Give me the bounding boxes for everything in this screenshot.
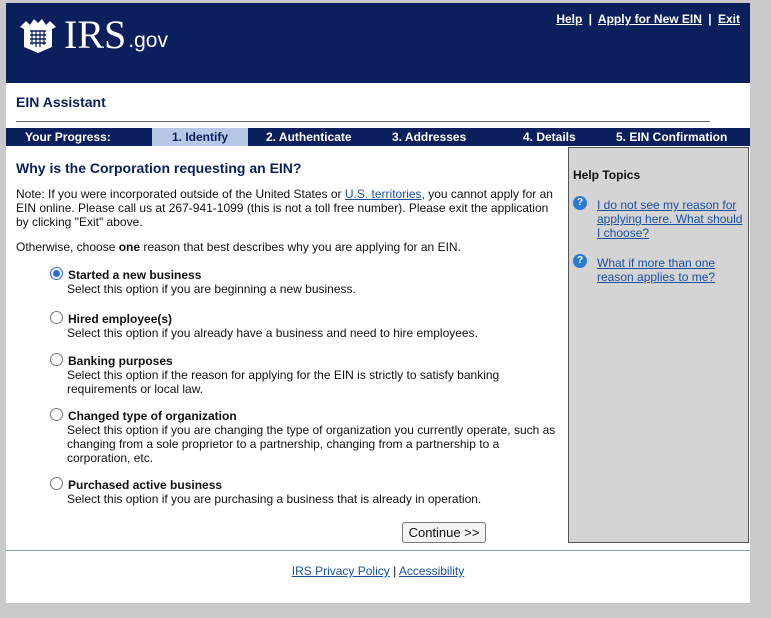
progress-step-identify: 1. Identify (152, 128, 248, 146)
instruction-text (16, 240, 461, 254)
option-label: Changed type of organization (68, 409, 237, 423)
radio-changed-organization[interactable] (50, 408, 63, 421)
question-circle-icon: ? (573, 254, 587, 268)
site-header (6, 3, 750, 83)
progress-step-details: 4. Details (523, 130, 576, 144)
logo-gov-text: .gov (128, 29, 168, 52)
radio-purchased-business[interactable] (50, 477, 63, 490)
option-label: Started a new business (68, 268, 202, 282)
option-description: Select this option if you are beginning a new business. (67, 282, 356, 296)
exit-link[interactable]: Exit (717, 12, 740, 26)
radio-banking-purposes[interactable] (50, 353, 63, 366)
progress-step-authenticate: 2. Authenticate (266, 130, 352, 144)
radio-hired-employees[interactable] (50, 311, 63, 324)
progress-label: Your Progress: (25, 130, 111, 144)
privacy-policy-link[interactable]: IRS Privacy Policy (291, 564, 390, 578)
option-description: Select this option if the reason for applying for the EIN is strictly to satisfy banking requirements or local law. (67, 368, 500, 396)
link-separator: | (708, 12, 712, 26)
progress-bar (6, 128, 750, 146)
note-text: Note: If you were incorporated outside of the United States or (16, 187, 345, 201)
progress-step-addresses: 3. Addresses (392, 130, 467, 144)
us-territories-link[interactable]: U.S. territories (344, 187, 422, 201)
instruction-text-start: Otherwise, choose (16, 240, 119, 254)
app-title: EIN Assistant (16, 94, 106, 110)
link-separator: | (588, 12, 593, 26)
footer-divider (6, 550, 750, 551)
option-label: Purchased active business (68, 478, 223, 492)
footer-links (6, 564, 750, 578)
help-topic-link[interactable]: I do not see my reason for applying here. What should I choose? (597, 198, 743, 240)
title-divider (16, 121, 710, 122)
note-text-continued: , you cannot apply for an EIN online. Please call us at 267-941-1099 (this is not a toll free number). Please exit the application by clicking "Exit" above. (16, 187, 553, 229)
option-label: Hired employee(s) (68, 312, 173, 326)
footer-separator: | (393, 564, 397, 578)
radio-new-business[interactable] (50, 267, 63, 280)
ein-assistant-page (6, 3, 750, 603)
option-description: Select this option if you are changing the type of organization you currently operate, such as changing from a sole proprietor to a partnership, changing from a partnership to a corporation, etc. (67, 423, 556, 465)
instruction-text-end: reason that best describes why you are applying for an EIN. (140, 240, 461, 254)
continue-button[interactable]: Continue >> (402, 522, 486, 543)
option-description: Select this option if you are purchasing a business that is already in operation. (67, 492, 482, 506)
incorporation-note (16, 187, 561, 229)
option-label: Banking purposes (68, 354, 173, 368)
question-heading: Why is the Corporation requesting an EIN? (16, 160, 302, 176)
help-topics-title: Help Topics (573, 168, 641, 182)
eagle-emblem-icon (16, 17, 60, 55)
help-topic-link[interactable]: What if more than one reason applies to me? (597, 256, 716, 284)
apply-new-ein-link[interactable]: Apply for New EIN (597, 12, 702, 26)
question-circle-icon: ? (573, 196, 587, 210)
progress-step-ein-confirmation: 5. EIN Confirmation (616, 130, 728, 144)
help-link[interactable]: Help (556, 12, 583, 26)
help-topics-panel (568, 147, 749, 543)
logo-irs-text: IRS (64, 12, 127, 57)
header-links (556, 12, 740, 26)
instruction-emphasis: one (118, 240, 141, 254)
option-description: Select this option if you already have a business and need to hire employees. (67, 326, 478, 340)
accessibility-link[interactable]: Accessibility (398, 564, 465, 578)
irs-logo[interactable] (16, 12, 168, 57)
